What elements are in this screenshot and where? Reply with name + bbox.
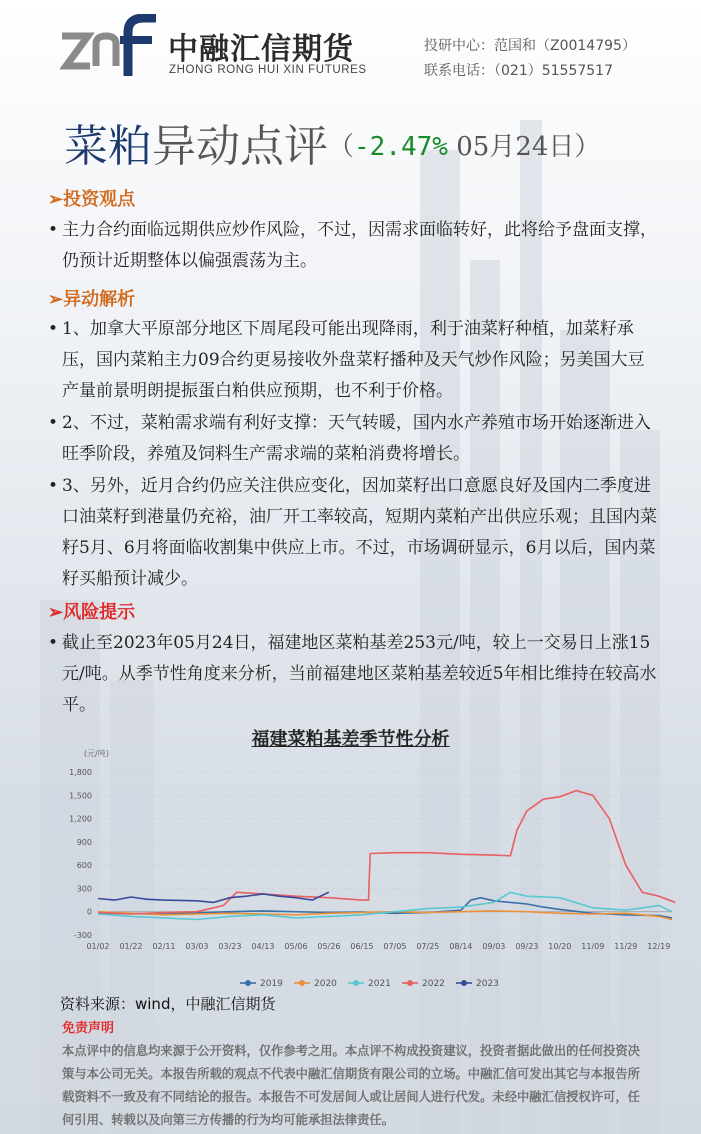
- legend-marker-2023: [461, 980, 467, 986]
- x-tick-label: 04/13: [251, 942, 275, 951]
- title-change: -2.47%: [354, 132, 448, 162]
- bullet-dot: •: [48, 220, 59, 240]
- series-line-2023: [98, 892, 329, 902]
- disclaimer-text: 本点评中的信息均来源于公开资料，仅作参考之用。本点评不构成投资建议，投资者据此做出的任何投资决策与本公司无关。本报告所载的观点不代表中融汇信期货有限公司的立场。中融汇信可发出其它与本报告所载资料不一致及有不同结论的报告。本报告不可发居间人或让居间人进行代发。未经中融汇信授权许可，任何引用、转载以及向第三方传播的行为均可能承担法律责任。: [62, 1044, 640, 1127]
- section-analysis: ➢异动解析: [48, 289, 136, 310]
- legend-marker-2022: [407, 980, 413, 986]
- header: [0, 0, 701, 100]
- risk-bullet: [48, 628, 658, 721]
- bullet-dot: •: [48, 633, 59, 653]
- x-tick-label: 06/15: [350, 942, 374, 951]
- analysis-text-2: 2、不过，菜粕需求端有利好支撑：天气转暖，国内水产养殖市场开始逐渐进入旺季阶段，养殖及饲料生产需求端的菜粕消费将增长。: [62, 413, 651, 464]
- x-tick-label: 03/03: [185, 942, 209, 951]
- section-investment-view: ➢投资观点: [48, 189, 136, 210]
- series-line-2022: [98, 791, 675, 914]
- x-tick-label: 07/25: [416, 942, 440, 951]
- analysis-text-1: 1、加拿大平原部分地区下周尾段可能出现降雨，利于油菜籽种植，加菜籽承压，国内菜粕主力09合约更易接收外盘菜籽播种及天气炒作风险；另美国大豆产量前景明朗提振蛋白粕供应预期，也不利于价格。: [62, 319, 645, 401]
- legend-marker-2019: [245, 980, 251, 986]
- legend-marker-2021: [353, 980, 359, 986]
- x-tick-label: 07/05: [383, 942, 407, 951]
- x-tick-label: 02/11: [152, 942, 176, 951]
- seasonal-basis-chart: [60, 745, 680, 995]
- bullet-dot: •: [48, 413, 59, 433]
- legend-label-2021: 2021: [368, 979, 391, 989]
- bullet-dot: •: [48, 476, 59, 496]
- x-tick-label: 11/09: [581, 942, 605, 951]
- y-tick-label: 1,800: [69, 768, 92, 777]
- legend-label-2022: 2022: [422, 979, 445, 989]
- series-line-2021: [98, 892, 672, 919]
- analysis-bullet-1: [48, 314, 658, 407]
- section-risk: ➢风险提示: [48, 602, 136, 623]
- y-tick-label: 300: [76, 884, 92, 894]
- data-source: 资料来源：wind，中融汇信期货: [60, 995, 276, 1013]
- y-tick-label: 900: [76, 837, 92, 847]
- view-text: 主力合约面临远期供应炒作风险，不过，因需求面临转好，此将给予盘面支撑，仍预计近期整体以偏强震荡为主。: [62, 220, 657, 271]
- analysis-bullet-2: [48, 408, 658, 470]
- title-suffix: 异动点评: [152, 121, 328, 172]
- y-tick-label: 1,500: [69, 791, 92, 801]
- legend-label-2023: 2023: [476, 979, 499, 989]
- y-tick-label: 600: [76, 861, 92, 871]
- x-tick-label: 03/23: [218, 942, 242, 951]
- x-tick-label: 01/22: [119, 942, 143, 951]
- x-tick-label: 08/14: [449, 942, 473, 951]
- x-tick-label: 12/19: [647, 942, 671, 951]
- y-axis-unit: (元/吨): [84, 749, 109, 758]
- legend-label-2020: 2020: [314, 979, 337, 989]
- view-bullet: [48, 215, 658, 277]
- y-tick-label: 1,200: [69, 814, 92, 824]
- contact-phone: 联系电话：（021）51557517: [424, 63, 613, 79]
- y-tick-label: -300: [73, 931, 92, 940]
- legend-marker-2020: [299, 980, 305, 986]
- bullet-dot: •: [48, 319, 59, 339]
- x-tick-label: 05/26: [317, 942, 341, 951]
- title-date: 05月24日）: [447, 132, 601, 162]
- x-tick-label: 09/23: [515, 942, 539, 951]
- company-name-cn: 中融汇信期货: [168, 32, 354, 67]
- chart-title: 福建菜粕基差季节性分析: [251, 729, 450, 750]
- x-tick-label: 09/03: [482, 942, 506, 951]
- company-logo-icon: [60, 14, 160, 80]
- risk-text: 截止至2023年05月24日，福建地区菜粕基差253元/吨，较上一交易日上涨15元/吨。从季节性角度来分析，当前福建地区菜粕基差较近5年相比维持在较高水平。: [62, 633, 657, 715]
- analysis-text-3: 3、另外，近月合约仍应关注供应变化，因加菜籽出口意愿良好及国内二季度进口油菜籽到港量仍充裕，油厂开工率较高，短期内菜粕产出供应乐观；且国内菜籽5月、6月将面临收割集中供应上市。不过，市场调研显示，6月以后，国内菜籽买船预计减少。: [62, 476, 657, 589]
- legend-label-2019: 2019: [260, 979, 283, 989]
- title-product: 菜粕: [64, 121, 152, 172]
- x-tick-label: 10/20: [548, 942, 572, 951]
- x-tick-label: 05/06: [284, 942, 308, 951]
- y-tick-label: 0: [86, 907, 92, 917]
- title-paren: （: [328, 132, 355, 162]
- disclaimer-title: 免责声明: [62, 1021, 115, 1036]
- page-title: [64, 110, 600, 174]
- x-tick-label: 11/29: [614, 942, 638, 951]
- contact-analyst: 投研中心：范国和（Z0014795）: [424, 38, 636, 54]
- x-tick-label: 01/02: [86, 942, 110, 951]
- company-name-en: ZHONG RONG HUI XIN FUTURES: [169, 64, 367, 76]
- analysis-bullet-3: [48, 471, 658, 595]
